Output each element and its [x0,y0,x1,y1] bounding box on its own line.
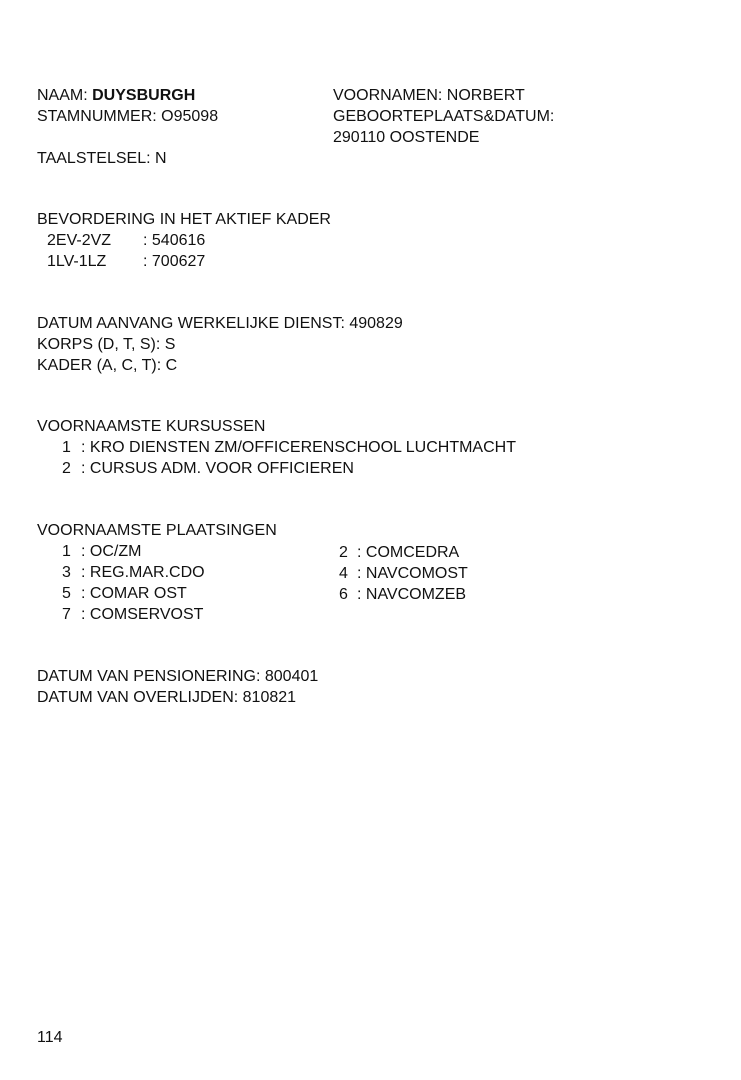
voornamen-label: VOORNAMEN: [333,87,443,104]
stamnummer-line [37,106,218,127]
korps: KORPS (D, T, S): S [37,336,176,353]
naam-line [37,85,195,106]
plaatsing-text-5: : COMAR OST [81,585,187,602]
plaatsing-num-3: 3 [62,564,71,581]
overlijden: DATUM VAN OVERLIJDEN: 810821 [37,689,297,706]
taalstelsel-line [37,148,167,169]
geboorte-value: 290110 OOSTENDE [333,129,480,146]
stamnummer-value: O95098 [161,108,219,125]
bevordering-date-2: : 700627 [143,253,206,270]
plaatsing-num-4: 4 [339,565,348,582]
stamnummer-label: STAMNUMMER: [37,108,157,125]
bevordering-date-1: : 540616 [143,232,206,249]
bevordering-grade-1: 2EV-2VZ [47,232,112,249]
plaatsing-text-6: : NAVCOMZEB [357,586,467,603]
kursus-text-2: : CURSUS ADM. VOOR OFFICIEREN [81,460,354,477]
pensionering: DATUM VAN PENSIONERING: 800401 [37,668,319,685]
plaatsing-num-7: 7 [62,606,71,623]
taalstelsel-value: N [154,150,167,167]
plaatsing-text-3: : REG.MAR.CDO [81,564,205,581]
naam-label: NAAM: [37,87,88,104]
taalstelsel-label: TAALSTELSEL: [37,150,151,167]
plaatsing-num-2: 2 [339,544,348,561]
plaatsing-text-2: : COMCEDRA [357,544,460,561]
geboorte-label: GEBOORTEPLAATS&DATUM: [333,108,555,125]
plaatsing-text-4: : NAVCOMOST [357,565,468,582]
plaatsing-num-1: 1 [62,543,71,560]
plaatsing-num-5: 5 [62,585,71,602]
kursus-num-2: 2 [62,460,71,477]
kader: KADER (A, C, T): C [37,357,178,374]
plaatsing-text-1: : OC/ZM [81,543,142,560]
voornamen-line [333,85,525,106]
plaatsing-text-7: : COMSERVOST [81,606,204,623]
bevordering-grade-2: 1LV-1LZ [47,253,107,270]
voornamen-value: NORBERT [446,87,525,104]
plaatsing-num-6: 6 [339,586,348,603]
plaatsingen-title: VOORNAAMSTE PLAATSINGEN [37,522,277,539]
aanvang-dienst: DATUM AANVANG WERKELIJKE DIENST: 490829 [37,315,403,332]
kursus-num-1: 1 [62,439,71,456]
kursussen-title: VOORNAAMSTE KURSUSSEN [37,418,266,435]
page-number: 114 [37,1029,63,1046]
bevordering-title: BEVORDERING IN HET AKTIEF KADER [37,211,331,228]
kursus-text-1: : KRO DIENSTEN ZM/OFFICERENSCHOOL LUCHTMACHT [81,439,516,456]
naam-value: DUYSBURGH [92,87,196,104]
